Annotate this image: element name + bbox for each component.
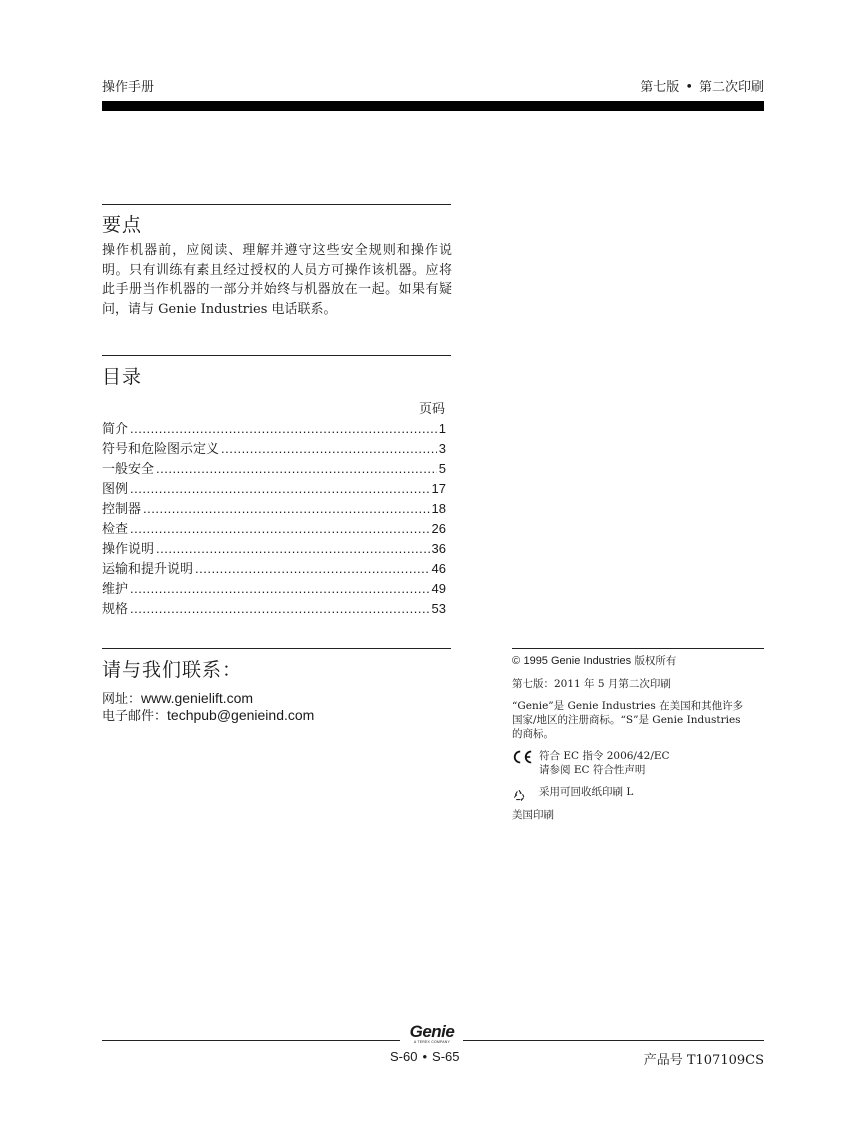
manual-title: 操作手册 [102,80,155,95]
toc-entry-label: 简介 [102,422,129,437]
part-number: 产品号 T107109CS [643,1053,764,1068]
toc-entry[interactable] [102,578,446,598]
toc-leader-dots [156,541,430,556]
key-points-title: 要点 [102,214,143,236]
trademark-line-2: 国家/地区的注册商标。“S”是 Genie Industries [512,714,741,726]
toc-entry-page: 3 [438,441,446,456]
toc-leader-dots [130,521,430,536]
genie-logo-word: Genie [409,1022,455,1041]
toc-entry-label: 图例 [102,482,129,497]
toc-entry-label: 检查 [102,522,129,537]
ce-line-2: 请参阅 EC 符合性声明 [539,764,646,776]
toc-entry-page: 17 [431,481,446,496]
toc-entry-page: 5 [438,461,446,476]
toc-entry-label: 规格 [102,602,129,617]
toc-entry[interactable] [102,438,446,458]
toc-entry-label: 运输和提升说明 [102,562,194,577]
printed-in-line: 美国印刷 [512,809,554,821]
legal-rule [512,648,764,649]
toc-entry-label: 符号和危险图示定义 [102,442,220,457]
toc-entry[interactable] [102,538,446,558]
toc-entry-page: 1 [438,421,446,436]
toc-entry[interactable] [102,558,446,578]
copyright-company: 1995 Genie Industries [523,655,632,667]
key-points-rule [102,204,451,205]
toc-list [102,418,446,618]
contact-title: 请与我们联系： [102,659,243,681]
edition-label: 第七版 [640,80,680,95]
toc-leader-dots [130,601,430,616]
toc-entry[interactable] [102,518,446,538]
genie-logo-sub: A TEREX COMPANY [413,1040,451,1044]
toc-entry-label: 维护 [102,582,129,597]
toc-entry[interactable] [102,478,446,498]
toc-title: 目录 [102,366,143,388]
key-points-body: 操作机器前，应阅读、理解并遵守这些安全规则和操作说明。只有训练有素且经过授权的人员方可操作该机器。应将此手册当作机器的一部分并始终与机器放在一起。如果有疑问，请与 Genie Industries 电话联系。 [102,243,452,317]
trademark-line-1: “Genie”是 Genie Industries 在美国和其他许多 [512,700,744,712]
toc-entry-label: 控制器 [102,502,142,517]
trademark-line-3: 的商标。 [512,728,554,740]
copyright-symbol: © [512,655,521,667]
edition-line: 第七版：2011 年 5 月第二次印刷 [512,678,671,690]
toc-entry-page: 46 [431,561,446,576]
toc-leader-dots [195,561,430,576]
bullet-separator: • [685,80,693,95]
toc-leader-dots [143,501,430,516]
toc-entry[interactable] [102,458,446,478]
toc-entry-page: 53 [431,601,446,616]
model-a: S-60 [390,1049,418,1064]
contact-rule [102,648,451,649]
ce-mark-icon [512,749,534,763]
toc-leader-dots [156,461,437,476]
header-bar [102,101,764,111]
footer-rule-right [463,1040,764,1041]
toc-entry[interactable] [102,418,446,438]
email-label: 电子邮件： [102,709,168,724]
printing-label: 第二次印刷 [698,80,764,95]
toc-rule [102,355,451,356]
contact-email [102,705,314,724]
edition-info [640,76,764,95]
copyright-suffix: 版权所有 [634,655,677,667]
toc-leader-dots [130,421,437,436]
toc-leader-dots [221,441,437,456]
toc-entry-label: 操作说明 [102,542,155,557]
web-label: 网址： [102,692,142,707]
footer-bullet: • [422,1049,428,1064]
recycle-icon [513,786,525,798]
toc-entry-label: 一般安全 [102,462,155,477]
footer-models [390,1049,460,1064]
toc-entry[interactable] [102,498,446,518]
toc-leader-dots [130,481,430,496]
copyright-line [512,654,762,668]
email-link[interactable]: techpub@genieind.com [167,707,315,723]
toc-page-header: 页码 [418,402,445,417]
toc-entry-page: 18 [431,501,446,516]
toc-leader-dots [130,581,430,596]
web-link[interactable]: www.genielift.com [141,690,254,706]
recycled-paper-line: 采用可回收纸印刷 L [539,786,634,798]
toc-entry-page: 36 [431,541,446,556]
ce-line-1: 符合 EC 指令 2006/42/EC [539,750,670,762]
toc-entry[interactable] [102,598,446,618]
genie-logo [404,1024,460,1046]
toc-entry-page: 49 [431,581,446,596]
toc-entry-page: 26 [431,521,446,536]
footer-rule-left [102,1040,400,1041]
model-b: S-65 [432,1049,460,1064]
